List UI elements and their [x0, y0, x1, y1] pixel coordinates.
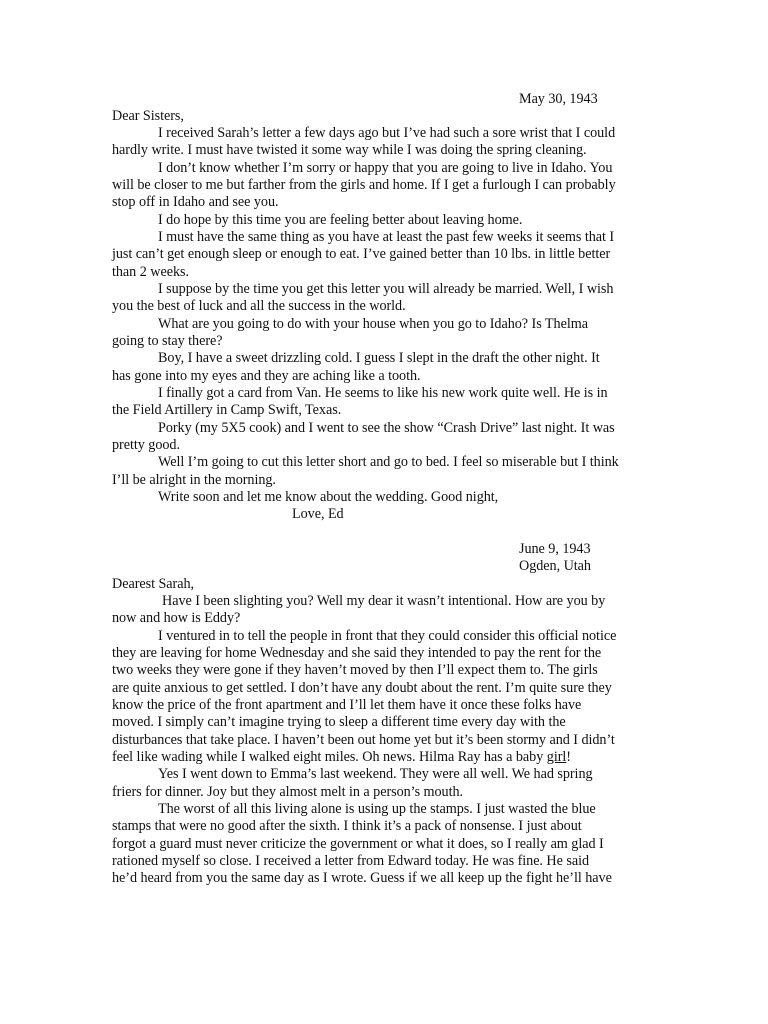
letter2-line: two weeks they were gone if they haven’t moved by then I’ll expect them to. The girls	[112, 662, 598, 678]
letter1-line: I finally got a card from Van. He seems to like his new work quite well. He is in	[158, 385, 608, 401]
letter2-line: friers for dinner. Joy but they almost melt in a person’s mouth.	[112, 784, 464, 800]
letter1-salutation: Dear Sisters,	[112, 108, 184, 124]
letter1-line: I suppose by the time you get this letter you will already be married. Well, I wish	[158, 281, 614, 297]
letter1-line: pretty good.	[112, 437, 180, 453]
letter1-line: stop off in Idaho and see you.	[112, 194, 279, 210]
letter2-line: Have I been slighting you? Well my dear it wasn’t intentional. How are you by	[162, 593, 606, 609]
letter1-line: will be closer to me but farther from the girls and home. If I get a furlough I can probably	[112, 177, 616, 193]
letter1-line: I don’t know whether I’m sorry or happy that you are going to live in Idaho. You	[158, 160, 613, 176]
letter2-line: moved. I simply can’t imagine trying to sleep a different time every day with the	[112, 714, 566, 730]
letter1-line: going to stay there?	[112, 333, 223, 349]
letter2-line: Yes I went down to Emma’s last weekend. They were all well. We had spring	[158, 766, 593, 782]
letter2-line: disturbances that take place. I haven’t been out home yet but it’s been stormy and I didn’t	[112, 732, 615, 748]
letter1-line: hardly write. I must have twisted it some way while I was doing the spring cleaning.	[112, 142, 587, 158]
letter1-line: Well I’m going to cut this letter short and go to bed. I feel so miserable but I think	[158, 454, 619, 470]
exclamation: !	[566, 749, 571, 765]
letter2-line: The worst of all this living alone is using up the stamps. I just wasted the blue	[158, 801, 596, 817]
letter2-line: know the price of the front apartment and I’ll let them have it once these folks have	[112, 697, 582, 713]
letter1-line: you the best of luck and all the success in the world.	[112, 298, 406, 314]
letter2-line: are quite anxious to get settled. I don’t have any doubt about the rent. I’m quite sure they	[112, 680, 612, 696]
letter1-line: I’ll be alright in the morning.	[112, 472, 276, 488]
letter1-date: May 30, 1943	[519, 91, 598, 107]
letter1-line: just can’t get enough sleep or enough to eat. I’ve gained better than 10 lbs. in little better	[112, 246, 611, 262]
letter2-line: he’d heard from you the same day as I wrote. Guess if we all keep up the fight he’ll have	[112, 870, 612, 886]
letter1-closing: Love, Ed	[292, 506, 344, 522]
letter2-salutation: Dearest Sarah,	[112, 576, 195, 592]
letter1-line: Porky (my 5X5 cook) and I went to see the show “Crash Drive” last night. It was	[158, 420, 615, 436]
letter2-line: forgot a guard must never criticize the government or what it does, so I really am glad I	[112, 836, 604, 852]
letter1-line: I must have the same thing as you have at least the past few weeks it seems that I	[158, 229, 615, 245]
letter2-line: they are leaving for home Wednesday and she said they intended to pay the rent for the	[112, 645, 602, 661]
letter2-line: I ventured in to tell the people in front that they could consider this official notice	[158, 628, 617, 644]
letter1-line: than 2 weeks.	[112, 264, 189, 280]
letter1-line: Write soon and let me know about the wedding. Good night,	[158, 489, 499, 505]
letter2-line-text: feel like wading while I walked eight miles. Oh news. Hilma Ray has a baby	[112, 749, 547, 765]
letter2-date: June 9, 1943	[519, 541, 591, 557]
letter2-line	[112, 749, 571, 766]
letter1-line: I do hope by this time you are feeling better about leaving home.	[158, 212, 523, 228]
letter1-line: the Field Artillery in Camp Swift, Texas.	[112, 402, 342, 418]
letter1-line: What are you going to do with your house when you go to Idaho? Is Thelma	[158, 316, 588, 332]
letter2-line: stamps that were no good after the sixth. I think it’s a pack of nonsense. I just about	[112, 818, 582, 834]
letter2-line: now and how is Eddy?	[112, 610, 241, 626]
letter1-line: I received Sarah’s letter a few days ago but I’ve had such a sore wrist that I could	[158, 125, 616, 141]
letter2-place: Ogden, Utah	[519, 558, 591, 574]
letter1-line: Boy, I have a sweet drizzling cold. I guess I slept in the draft the other night. It	[158, 350, 600, 366]
letter1-line: has gone into my eyes and they are aching like a tooth.	[112, 368, 421, 384]
underlined-word: girl	[546, 749, 567, 765]
letter2-line: rationed myself so close. I received a letter from Edward today. He was fine. He said	[112, 853, 590, 869]
